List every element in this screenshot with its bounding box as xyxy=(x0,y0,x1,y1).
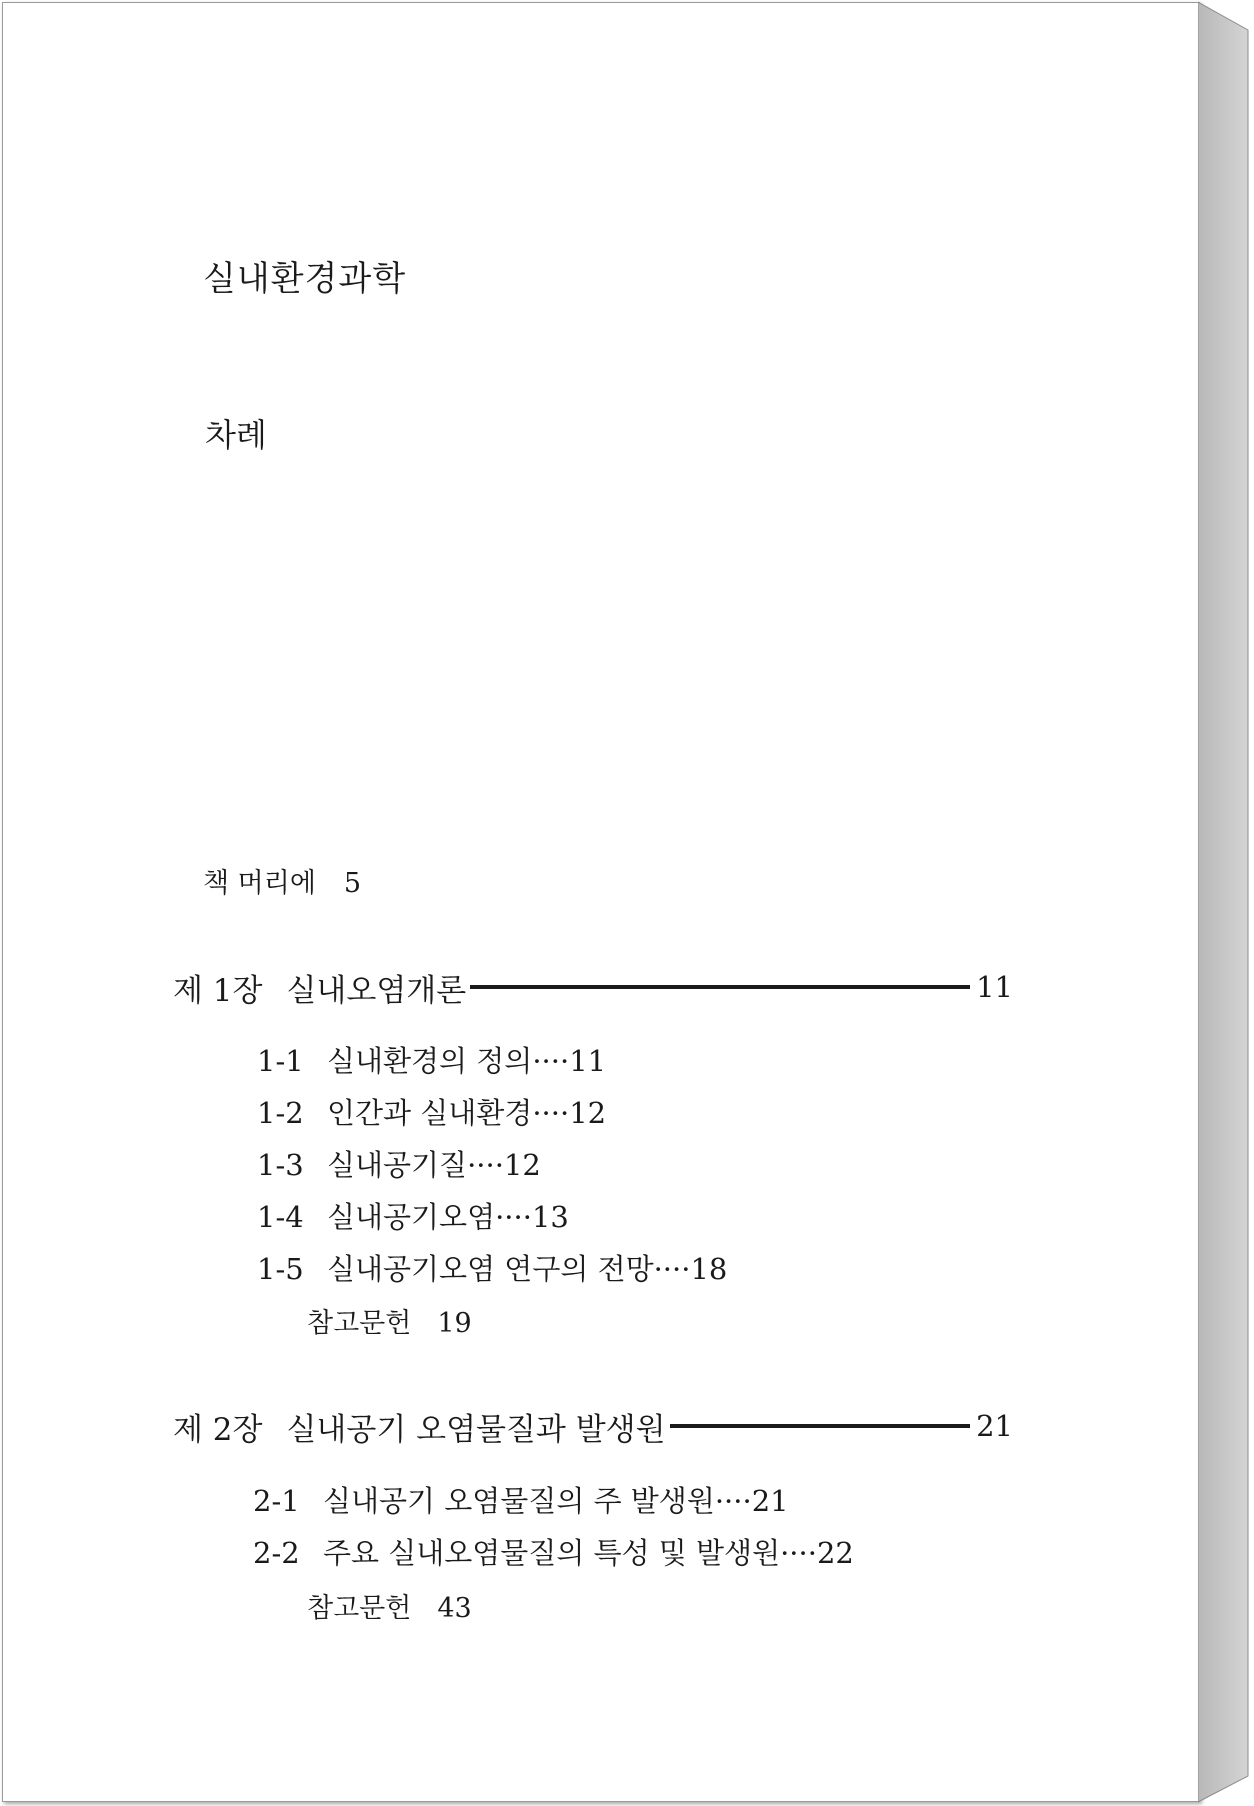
section-1-4 xyxy=(257,1195,569,1236)
section-title: 실내공기질 xyxy=(327,1148,468,1182)
leader-rule xyxy=(670,1424,971,1428)
section-2-2 xyxy=(253,1531,854,1572)
section-number: 2-2 xyxy=(253,1536,300,1570)
chapter-2-heading xyxy=(173,1404,1013,1448)
references-page: 19 xyxy=(437,1308,472,1339)
section-title: 주요 실내오염물질의 특성 및 발생원 xyxy=(323,1536,781,1570)
section-title: 인간과 실내환경 xyxy=(327,1096,533,1130)
references-label: 참고문헌 xyxy=(307,1308,412,1339)
preface-entry xyxy=(203,861,361,900)
section-1-2 xyxy=(257,1091,606,1132)
section-number: 2-1 xyxy=(253,1484,300,1518)
section-page: ····12 xyxy=(532,1096,607,1130)
references-label: 참고문헌 xyxy=(307,1593,412,1624)
section-page: ····22 xyxy=(780,1536,854,1570)
section-1-1 xyxy=(257,1039,606,1080)
section-page: ····18 xyxy=(653,1252,728,1286)
chapter-1-references xyxy=(307,1301,472,1340)
book-spine xyxy=(1198,0,1252,1806)
section-number: 1-1 xyxy=(257,1044,304,1078)
toc-heading: 차례 xyxy=(205,416,267,454)
references-page: 43 xyxy=(437,1593,472,1624)
section-page: ····12 xyxy=(467,1148,541,1182)
section-1-3 xyxy=(257,1143,541,1184)
section-number: 1-5 xyxy=(257,1252,304,1286)
chapter-number: 제 2장 xyxy=(173,1411,263,1448)
section-number: 1-4 xyxy=(257,1200,304,1234)
chapter-1-heading xyxy=(173,965,1013,1009)
section-page: ····13 xyxy=(495,1200,569,1234)
section-page: ····21 xyxy=(714,1484,789,1518)
book-page xyxy=(2,2,1200,1802)
chapter-title: 실내오염개론 xyxy=(286,972,467,1009)
chapter-page: 21 xyxy=(976,1409,1013,1443)
preface-page: 5 xyxy=(343,868,362,899)
section-1-5 xyxy=(257,1247,727,1288)
section-page: ····11 xyxy=(532,1044,607,1078)
chapter-number: 제 1장 xyxy=(173,972,263,1009)
section-2-1 xyxy=(253,1479,789,1520)
book-title: 실내환경과학 xyxy=(203,259,407,299)
section-title: 실내공기오염 연구의 전망 xyxy=(327,1252,654,1286)
preface-label: 책 머리에 xyxy=(203,868,316,899)
section-title: 실내환경의 정의 xyxy=(327,1044,533,1078)
chapter-2-references xyxy=(307,1586,472,1625)
chapter-page: 11 xyxy=(976,970,1013,1004)
section-title: 실내공기 오염물질의 주 발생원 xyxy=(323,1484,715,1518)
section-number: 1-3 xyxy=(257,1148,304,1182)
section-number: 1-2 xyxy=(257,1096,304,1130)
chapter-title: 실내공기 오염물질과 발생원 xyxy=(286,1411,666,1448)
leader-rule xyxy=(470,985,970,989)
section-title: 실내공기오염 xyxy=(327,1200,496,1234)
